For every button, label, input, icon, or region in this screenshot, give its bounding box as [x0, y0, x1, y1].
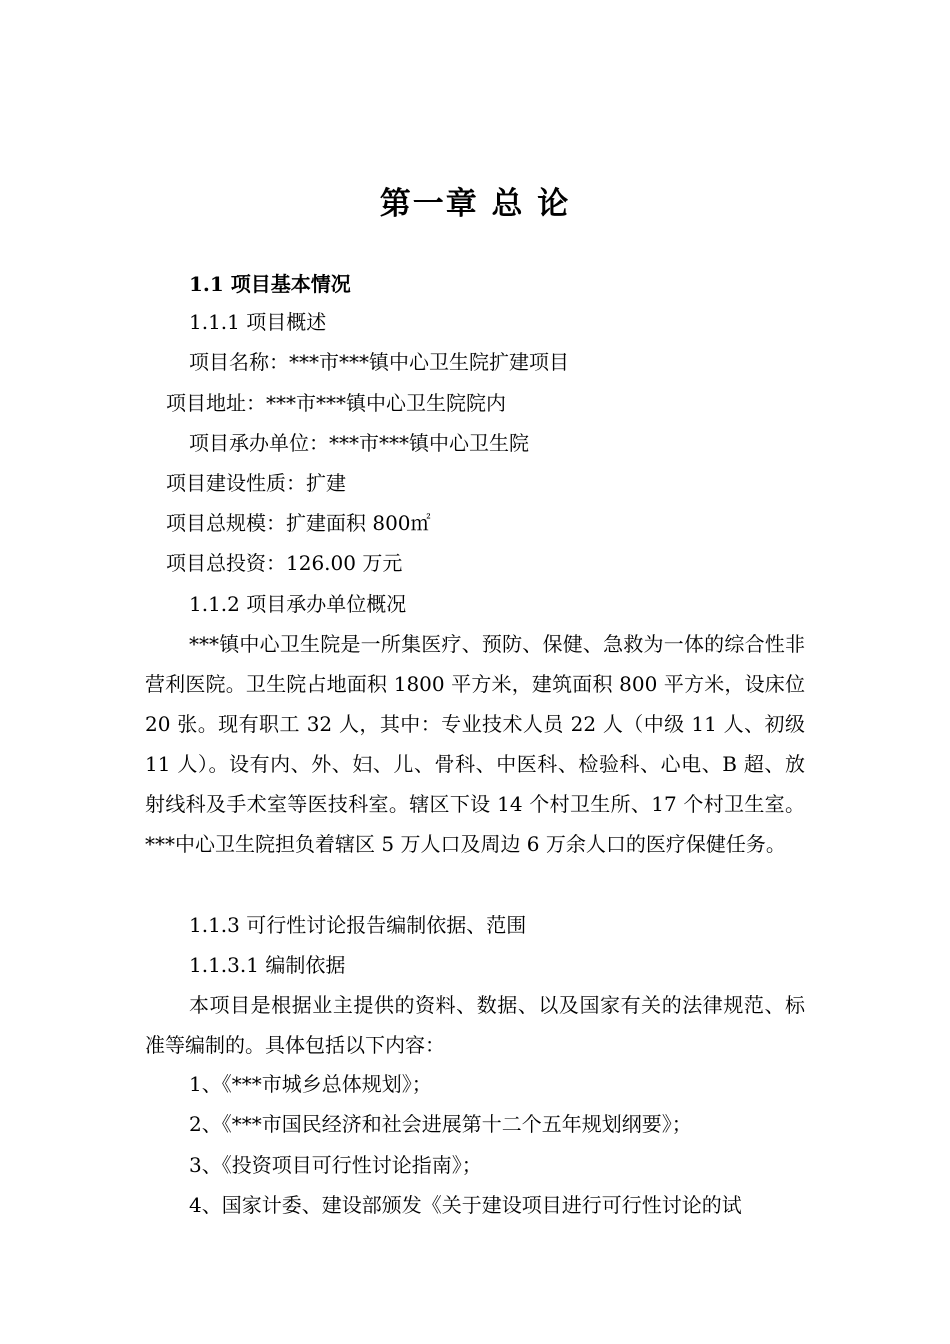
subsection-heading-1-1-3: 1.1.3 可行性讨论报告编制依据、范围 — [189, 913, 527, 937]
basis-list-item: 2、《***市国民经济和社会进展第十二个五年规划纲要》； — [189, 1112, 692, 1136]
section-heading-1-1: 1.1 项目基本情况 — [189, 272, 351, 296]
project-name: 项目名称：***市***镇中心卫生院扩建项目 — [189, 350, 569, 374]
basis-list-item: 1、《***市城乡总体规划》； — [189, 1072, 432, 1096]
project-scale: 项目总规模：扩建面积 800㎡ — [166, 511, 431, 535]
basis-intro-paragraph: 本项目是根据业主提供的资料、数据、以及国家有关的法律规范、标准等编制的。具体包括以下内容： — [145, 993, 805, 1057]
subsection-heading-1-1-3-1: 1.1.3.1 编制依据 — [189, 953, 346, 977]
basis-list-item: 3、《投资项目可行性讨论指南》； — [189, 1153, 482, 1177]
project-address: 项目地址：***市***镇中心卫生院院内 — [166, 391, 506, 415]
basis-list-item: 4、国家计委、建设部颁发《关于建设项目进行可行性讨论的试 — [189, 1193, 742, 1217]
chapter-title: 第一章 总 论 — [379, 186, 571, 222]
subsection-heading-1-1-2: 1.1.2 项目承办单位概况 — [189, 592, 407, 616]
project-nature: 项目建设性质：扩建 — [166, 471, 346, 495]
unit-overview-paragraph: ***镇中心卫生院是一所集医疗、预防、保健、急救为一体的综合性非营利医院。卫生院占地面积 1800 平方米，建筑面积 800 平方米，设床位 20 张。现有职工 32 人，其中：专业技术人员 22 人（中级 11 人、初级 11 人）。设有内、外、妇、儿、骨科、中医科、检验科、心电、B 超、放射线科及手术室等医技科室。辖区下设 14 个村卫生所、17 个村卫生室。***中心卫生院担负着辖区 5 万人口及周边 6 万余人口的医疗保健任务。 — [145, 632, 805, 856]
project-unit: 项目承办单位：***市***镇中心卫生院 — [189, 431, 529, 455]
subsection-heading-1-1-1: 1.1.1 项目概述 — [189, 310, 327, 334]
project-investment: 项目总投资：126.00 万元 — [166, 551, 403, 575]
